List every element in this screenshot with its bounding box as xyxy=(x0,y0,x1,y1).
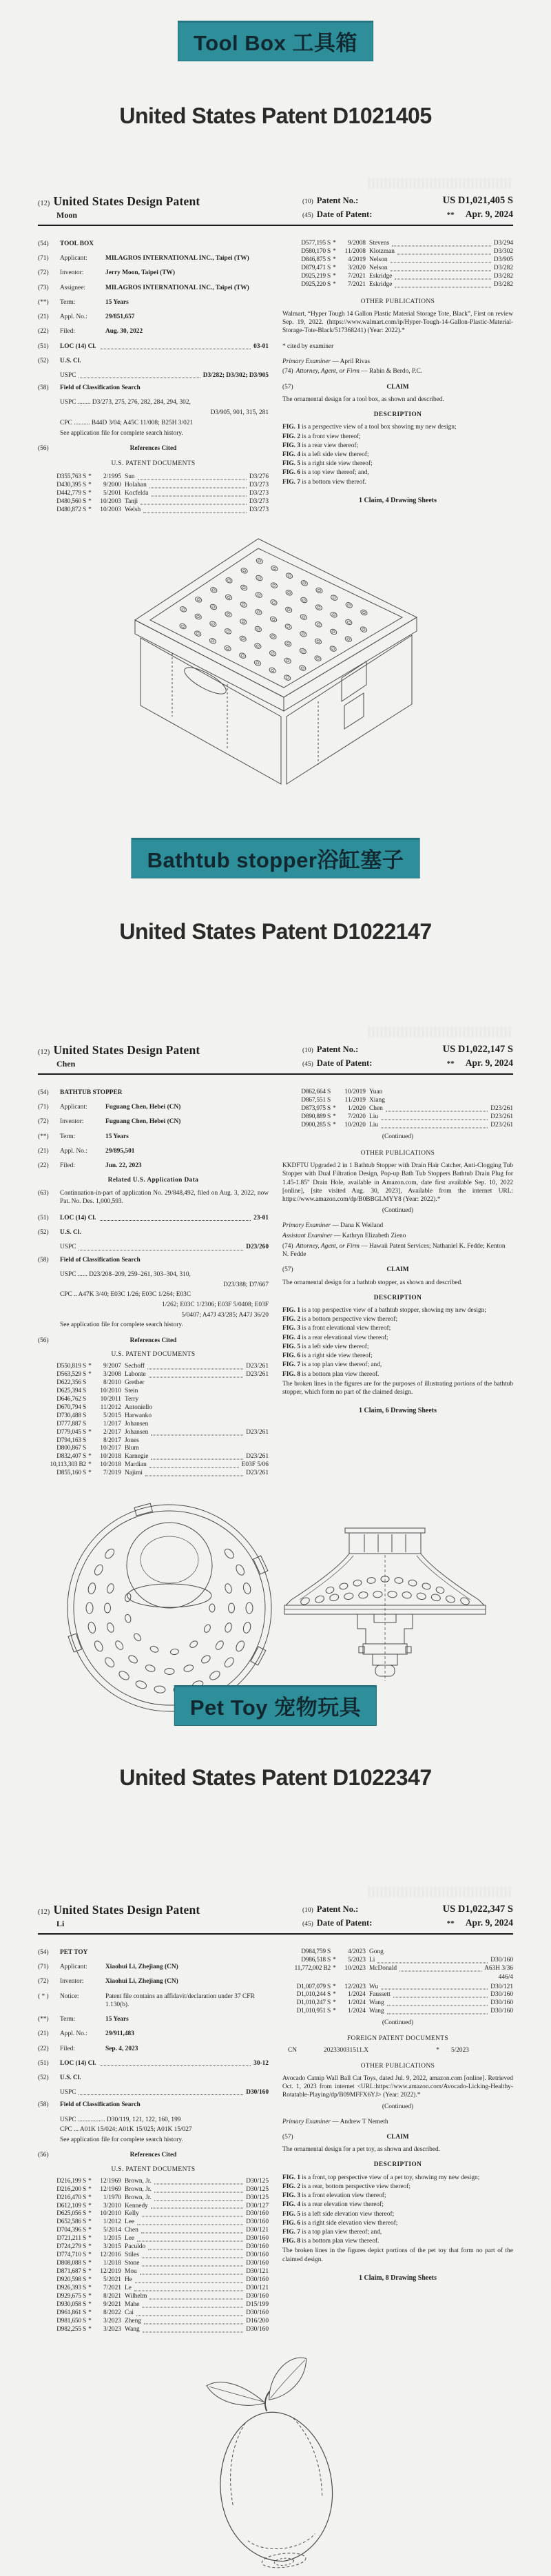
classification-row: USPC D23/260 xyxy=(38,1243,269,1251)
dotted-leader xyxy=(142,2250,243,2258)
examiner-line: Primary Examiner — April Rivas xyxy=(282,358,371,365)
section-heading: U.S. PATENT DOCUMENTS xyxy=(111,460,196,467)
dotted-leader xyxy=(149,2291,243,2299)
dotted-leader xyxy=(101,1213,251,1221)
figure-caption-line: FIG. 6 is a right side elevation view thereof; xyxy=(282,2219,398,2227)
reference-row: D984,759 S 4/2023 Gong xyxy=(301,1948,384,1955)
section-banner-bathtub-stopper: Bathtub stopper浴缸塞子 xyxy=(132,838,420,878)
dotted-leader xyxy=(399,1963,481,1971)
text-line: (Continued) xyxy=(382,2019,414,2027)
reference-row: 10,113,303 B2 * 10/2018 Mardian E03F 5/06 xyxy=(38,1461,269,1470)
reference-row: D216,199 S * 12/1969 Brown, Jr. D30/125 xyxy=(38,2178,269,2186)
reference-row: D929,675 S * 8/2021 Wilhelm D30/160 xyxy=(38,2293,269,2301)
dotted-leader xyxy=(79,2087,243,2095)
figure-caption-line: FIG. 3 is a front elevational view thereof; xyxy=(282,1325,391,1332)
patent-field-row: (71) Applicant: MILAGROS INTERNATIONAL INC., Taipei (TW) xyxy=(38,255,249,262)
dotted-leader xyxy=(79,370,200,378)
patent-field-row: (52) U.S. Cl. xyxy=(38,357,81,364)
reference-row: D442,779 S * 5/2001 Kocfelda D3/273 xyxy=(38,490,269,498)
figure-caption-line: FIG. 6 is a right side view thereof; xyxy=(282,1352,373,1360)
patent-field-row: (72) Inventor: Jerry Moon, Taipei (TW) xyxy=(38,269,176,277)
patent-field-row: (54) PET TOY xyxy=(38,1949,88,1956)
foreign-reference-row: CN 202330031511.X * 5/2023 xyxy=(288,2046,469,2054)
figure-caption-line: FIG. 4 is a left side view thereof; xyxy=(282,451,369,458)
dotted-leader xyxy=(391,262,491,271)
figure-caption-line: FIG. 2 is a bottom perspective view thereof; xyxy=(282,1316,398,1323)
reference-row: D800,867 S 10/2017 Blum xyxy=(56,1445,139,1452)
dotted-leader xyxy=(140,2267,243,2275)
reference-row: D646,762 S 10/2011 Terry xyxy=(56,1395,139,1403)
reference-row: D920,598 S * 5/2021 He D30/160 xyxy=(38,2276,269,2285)
reference-row: D925,220 S * 7/2021 Eskridge D3/282 xyxy=(282,281,513,289)
text-line: D23/388; D7/667 xyxy=(223,1281,269,1288)
text-line: 446/4 xyxy=(498,1973,513,1981)
dotted-leader xyxy=(135,2274,243,2283)
figure-caption-line: FIG. 1 is a top perspective view of a bathtub stopper, showing my new design; xyxy=(282,1306,486,1314)
dotted-leader xyxy=(395,279,491,287)
patent-figure xyxy=(38,536,513,796)
reference-row: D652,586 S * 1/2012 Lee D30/160 xyxy=(38,2218,269,2227)
figure-caption-line: FIG. 5 is a right side view thereof; xyxy=(282,460,373,468)
header-rule xyxy=(38,1933,513,1935)
section-heading: U.S. PATENT DOCUMENTS xyxy=(111,1350,196,1358)
dotted-leader xyxy=(149,480,247,488)
patent-field-row: (71) Applicant: Xiaohui Li, Zhejiang (CN) xyxy=(38,1964,178,1971)
patent-field-row: (73) Assignee: MILAGROS INTERNATIONAL INC., Taipei (TW) xyxy=(38,284,249,291)
reference-row: D670,794 S 11/2012 Antoniello xyxy=(56,1403,153,1411)
left-column xyxy=(38,1948,269,2334)
patent-number-block: (10) Patent No.: US D1,022,147 S (45) Date of Patent: ** Apr. 9, 2024 xyxy=(302,1044,513,1068)
figure-caption-line: FIG. 7 is a top plan view thereof; and, xyxy=(282,2228,382,2236)
figure-caption-line: FIG. 2 is a front view thereof; xyxy=(282,433,361,440)
dotted-leader xyxy=(143,2324,244,2332)
paragraph: Avocado Catnip Wall Ball Cat Toys, dated Jul. 9, 2022, amazon.com [online]. Retrieved Oct. 1, 2023 from internet <URL:https://www.amazon.com/Avocado-Licking-Healthy-Rotatable-Playing/dp/B09MFFX6YJ> (Year: 2022).* xyxy=(282,2074,513,2099)
dotted-leader xyxy=(149,1370,243,1378)
patent-field-row: (52) U.S. Cl. xyxy=(38,2074,81,2081)
classification-row: USPC D3/282; D3/302; D3/905 xyxy=(38,371,269,380)
section-banner-tool-box: Tool Box 工具箱 xyxy=(178,21,373,61)
reference-row: D1,007,079 S * 12/2023 Wu D30/121 xyxy=(282,1983,513,1992)
patent-field-row: (58) Field of Classification Search xyxy=(38,384,141,392)
patent-field-row: (51) LOC (14) Cl. 03-01 xyxy=(38,342,269,351)
patent-figure xyxy=(38,1494,513,1715)
reference-row: D862,664 S 10/2019 Yuan xyxy=(301,1089,383,1095)
text-line: (Continued) xyxy=(382,2103,414,2110)
patent-field-row: (22) Filed: Aug. 30, 2022 xyxy=(38,328,143,336)
patent-number-block: (10) Patent No.: US D1,021,405 S (45) Date of Patent: ** Apr. 9, 2024 xyxy=(302,195,513,219)
reference-row: D930,058 S * 9/2021 Mahe D15/199 xyxy=(38,2301,269,2309)
patent-title-3: United States Patent D1022347 xyxy=(119,1765,432,1790)
dotted-leader xyxy=(393,1990,488,1998)
bathtub-stopper-side-view-svg xyxy=(282,1524,488,1689)
reference-row: D777,887 S 1/2017 Johansen xyxy=(56,1420,149,1428)
patent-header xyxy=(38,1903,513,1929)
patent-field-row: (21) Appl. No.: 29/911,483 xyxy=(38,2030,134,2038)
dotted-leader xyxy=(151,2201,243,2209)
reference-row: D622,356 S 8/2010 Grether xyxy=(56,1379,145,1386)
figure-caption-line: FIG. 1 is a perspective view of a tool box showing my new design; xyxy=(282,424,457,431)
reference-row: D430,395 S * 9/2000 Holahan D3/273 xyxy=(38,482,269,490)
patent-field-row: (71) Applicant: Fuguang Chen, Hebei (CN) xyxy=(38,1104,181,1111)
section-heading: OTHER PUBLICATIONS xyxy=(360,1149,435,1157)
tagged-paragraph: (63) Continuation-in-part of application No. 29/848,492, filed on Aug. 3, 2022, now Pat. No. Des. 1,000,593. xyxy=(38,1189,269,1205)
patent-document-3 xyxy=(38,1863,513,2576)
dotted-leader xyxy=(151,488,247,497)
right-column xyxy=(282,1089,513,1415)
paragraph: The ornamental design for a pet toy, as shown and described. xyxy=(282,2146,441,2154)
drawing-sheets-note: 1 Claim, 4 Drawing Sheets xyxy=(358,496,437,504)
dotted-leader xyxy=(144,2316,243,2324)
dotted-leader xyxy=(381,1981,488,1990)
figure-caption-line: FIG. 4 is a rear elevation view thereof; xyxy=(282,2201,384,2209)
dotted-leader xyxy=(149,1460,239,1468)
section-heading: (56) References Cited xyxy=(38,2152,177,2159)
text-line: (Continued) xyxy=(382,1133,414,1140)
reference-row: D794,163 S 8/2017 Jones xyxy=(56,1436,139,1444)
figure-caption-line: FIG. 4 is a rear elevational view thereof; xyxy=(282,1334,388,1341)
patent-field-row: (22) Filed: Sep. 4, 2023 xyxy=(38,2045,138,2052)
reference-row: D563,529 S * 3/2008 Labonte D23/261 xyxy=(38,1371,269,1379)
section-heading: U.S. PATENT DOCUMENTS xyxy=(111,2165,196,2173)
figure-caption-line: FIG. 7 is a bottom view thereof. xyxy=(282,478,366,486)
reference-row: D982,255 S * 3/2023 Wang D30/160 xyxy=(38,2326,269,2334)
reference-row: D879,471 S * 3/2020 Nelson D3/282 xyxy=(282,265,513,273)
dotted-leader xyxy=(141,2225,243,2234)
patent-document-1 xyxy=(38,153,513,796)
patent-figure xyxy=(38,2343,513,2576)
scan-artifact xyxy=(368,1886,513,1897)
reference-row: D625,394 S 10/2010 Stein xyxy=(56,1387,138,1394)
reference-row: 11,772,002 B2 * 10/2023 McDonald A63H 3/36 xyxy=(282,1965,513,1973)
paragraph: The ornamental design for a bathtub stopper, as shown and described. xyxy=(282,1279,463,1286)
patent-field-row: (22) Filed: Jun. 22, 2023 xyxy=(38,1162,142,1170)
reference-row: D900,285 S * 10/2020 Liu D23/261 xyxy=(282,1122,513,1130)
dotted-leader xyxy=(101,2058,251,2066)
figure-caption-line: FIG. 5 is a left side elevation view thereof; xyxy=(282,2210,395,2218)
reference-row: D480,872 S * 10/2003 Welsh D3/273 xyxy=(38,506,269,515)
reference-row: D779,045 S * 2/2017 Johansen D23/261 xyxy=(38,1429,269,1437)
dotted-leader xyxy=(381,1120,488,1128)
dotted-leader xyxy=(154,2192,243,2201)
dotted-leader xyxy=(381,1111,488,1120)
patent-header xyxy=(38,1043,513,1069)
dotted-leader xyxy=(142,2209,243,2217)
text-line: See application file for complete search history. xyxy=(60,429,183,437)
patent-field-row: (58) Field of Classification Search xyxy=(38,2101,141,2109)
drawing-sheets-note: 1 Claim, 6 Drawing Sheets xyxy=(358,1407,437,1415)
figure-caption-line: FIG. 8 is a bottom plan view thereof. xyxy=(282,1370,380,1378)
examiner-line: Primary Examiner — Dana K Weiland xyxy=(282,1222,384,1230)
patent-field-row: (**) Term: 15 Years xyxy=(38,2016,129,2023)
section-heading: OTHER PUBLICATIONS xyxy=(360,2062,435,2070)
text-line: See application file for complete search history. xyxy=(60,1321,183,1329)
dotted-leader xyxy=(137,2234,243,2242)
reference-row: D216,200 S * 12/1969 Brown, Jr. D30/125 xyxy=(38,2186,269,2194)
reference-row: D612,109 S * 3/2010 Kennedy D30/127 xyxy=(38,2203,269,2211)
figure-caption-line: FIG. 2 is a rear, bottom perspective view thereof; xyxy=(282,2183,411,2190)
paragraph: The ornamental design for a tool box, as shown and described. xyxy=(282,395,444,403)
dotted-leader xyxy=(386,1103,488,1111)
patent-field-row: (21) Appl. No.: 29/895,501 xyxy=(38,1147,135,1155)
reference-row: D873,975 S * 1/2020 Chen D23/261 xyxy=(282,1105,513,1113)
dotted-leader xyxy=(154,2176,243,2184)
dotted-leader xyxy=(137,2217,243,2225)
section-heading: Related U.S. Application Data xyxy=(107,1177,199,1184)
classification-row: USPC D30/160 xyxy=(38,2088,269,2096)
patent-header xyxy=(38,194,513,220)
patent-field-row: (51) LOC (14) Cl. 30-12 xyxy=(38,2059,269,2068)
figure-caption-line: FIG. 8 is a bottom plan view thereof. xyxy=(282,2238,380,2245)
section-heading: (56) References Cited xyxy=(38,444,177,452)
bathtub-stopper-top-view-svg xyxy=(63,1494,276,1715)
text-line: CPC .. A47K 3/40; E03C 1/26; E03C 1/264; E03C xyxy=(60,1291,191,1299)
patent-field-row: (54) BATHTUB STOPPER xyxy=(38,1089,123,1096)
reference-row: D867,551 S 11/2019 Xiang xyxy=(301,1096,385,1104)
left-column xyxy=(38,240,269,515)
examiner-line: Primary Examiner — Andrew T Nemeth xyxy=(282,2118,388,2125)
dotted-leader xyxy=(151,1427,243,1435)
patent-title-2: United States Patent D1022147 xyxy=(119,919,432,944)
patent-field-row: (**) Term: 15 Years xyxy=(38,298,129,306)
dotted-leader xyxy=(148,2242,243,2250)
reference-row: D926,393 S * 7/2021 Le D30/121 xyxy=(38,2285,269,2293)
figure-caption-line: FIG. 7 is a top plan view thereof; and, xyxy=(282,1361,382,1369)
dotted-leader xyxy=(387,1998,488,2006)
first-inventor-name: Chen xyxy=(56,1059,76,1069)
dotted-leader xyxy=(387,2006,488,2015)
section-heading: (57) CLAIM xyxy=(282,2133,409,2141)
attorney-line: (74) Attorney, Agent, or Firm — Rabin & Berdo, P.C. xyxy=(282,368,423,375)
left-column xyxy=(38,1089,269,1478)
text-line: 1/262; E03C 1/2306; E03F 5/0408; E03F xyxy=(162,1301,269,1308)
attorney-line: (74) Attorney, Agent, or Firm — Hawaii Patent Services; Nathaniel K. Fedde; Kenton N. Fedde xyxy=(282,1242,506,1259)
dotted-leader xyxy=(397,246,491,254)
text-line: 5/0407; A47J 43/285; A47J 36/20 xyxy=(181,1311,269,1319)
patent-title-1: United States Patent D1021405 xyxy=(119,103,432,128)
reference-row: D721,211 S * 1/2015 Lee D30/160 xyxy=(38,2235,269,2243)
patent-field-row: (58) Field of Classification Search xyxy=(38,1256,141,1264)
dotted-leader xyxy=(392,238,491,247)
dotted-leader xyxy=(377,1955,488,1963)
dotted-leader xyxy=(136,2307,243,2316)
reference-row: D704,396 S * 5/2014 Chen D30/121 xyxy=(38,2227,269,2235)
section-heading: (57) CLAIM xyxy=(282,383,409,391)
reference-row: D1,010,244 S * 1/2024 Faussett D30/160 xyxy=(282,1991,513,1999)
patent-field-row: (21) Appl. No.: 29/851,657 xyxy=(38,313,135,321)
reference-row: D986,518 S * 5/2023 Li D30/160 xyxy=(282,1957,513,1965)
patent-kind-block: (12) United States Design Patent Li xyxy=(38,1903,200,1928)
patent-document-2 xyxy=(38,985,513,1715)
first-inventor-name: Moon xyxy=(56,210,77,220)
text-line: (Continued) xyxy=(382,1207,414,1215)
toolbox-figure-svg xyxy=(124,536,427,796)
section-banner-pet-toy: Pet Toy 宠物玩具 xyxy=(174,1685,377,1726)
right-column xyxy=(282,240,513,505)
scan-artifact xyxy=(368,178,513,189)
reference-row: D846,875 S * 4/2019 Nelson D3/905 xyxy=(282,256,513,265)
reference-row: D774,710 S * 12/2016 Stiles D30/160 xyxy=(38,2252,269,2260)
right-column xyxy=(282,1948,513,2283)
patent-field-row: (**) Term: 15 Years xyxy=(38,1133,129,1140)
dotted-leader xyxy=(142,2258,243,2267)
reference-row: D480,560 S * 10/2003 Tanji D3/273 xyxy=(38,498,269,506)
patent-kind-block: (12) United States Design Patent Chen xyxy=(38,1043,200,1069)
paragraph: The broken lines in the figures are for the purposes of illustrating portions of the bathtub stopper, which form no part of the claimed design. xyxy=(282,1380,513,1396)
paragraph: Walmart, “Hyper Tough 14 Gallon Plastic Material Storage Tote, Black”, First on review Sep. 19, 2022. (https://www.walmart.com/ip/Hyper-Tough-14-Gallon-Plastic-Material-Storage-Tote-Black/517368241) (Year: 2022).* xyxy=(282,310,513,335)
header-rule xyxy=(38,1073,513,1075)
text-line: USPC ...... D23/208–209, 259–261, 303–304, 310, xyxy=(60,1270,191,1278)
patent-field-row: (52) U.S. Cl. xyxy=(38,1229,81,1237)
dotted-leader xyxy=(395,271,491,279)
figure-caption-line: FIG. 3 is a rear view thereof; xyxy=(282,442,359,449)
text-line: CPC ... A01K 15/024; A01K 15/025; A01K 15/027 xyxy=(60,2126,192,2134)
dotted-leader xyxy=(147,1361,243,1370)
dotted-leader xyxy=(154,2184,243,2192)
reference-row: D925,219 S * 7/2021 Eskridge D3/282 xyxy=(282,273,513,281)
reference-row: D1,010,247 S * 1/2024 Wang D30/160 xyxy=(282,1999,513,2008)
dotted-leader xyxy=(101,341,251,349)
reference-row: D730,488 S 5/2015 Harwanko xyxy=(56,1412,152,1419)
text-line: * cited by examiner xyxy=(282,342,334,350)
patent-number-block: (10) Patent No.: US D1,022,347 S (45) Date of Patent: ** Apr. 9, 2024 xyxy=(302,1904,513,1928)
section-heading: (56) References Cited xyxy=(38,1337,177,1344)
dotted-leader xyxy=(143,504,247,513)
patent-field-row: (72) Inventor: Xiaohui Li, Zhejiang (CN) xyxy=(38,1978,178,1986)
text-line: D3/905, 901, 315, 281 xyxy=(210,409,269,417)
section-heading: FOREIGN PATENT DOCUMENTS xyxy=(346,2034,449,2042)
dotted-leader xyxy=(145,1468,243,1476)
dotted-leader xyxy=(142,2299,243,2307)
reference-row: D855,160 S * 7/2019 Najimi D23/261 xyxy=(38,1470,269,1478)
paragraph: KKDFTU Upgraded 2 in 1 Bathtub Stopper with Drain Hair Catcher, Anti-Clogging Tub Stopper with Dual Filtration Design, Pop-up Bath Tub Stoppers Bathtub Drain Plug for 1.45-1.85" Drain Hole, available in Amazon.com, date first available Sep. 10, 2022 [online], [site visited Aug. 30, 2023], Available from the internet URL: https://www.amazon.com/dp/B0BBGLMYY8 (Year: 2022).* xyxy=(282,1162,513,1203)
dotted-leader xyxy=(134,2283,243,2291)
dotted-leader xyxy=(79,1241,243,1250)
section-heading: DESCRIPTION xyxy=(373,1294,422,1301)
text-line: See application file for complete search history. xyxy=(60,2136,183,2144)
reference-row: D981,650 S * 3/2023 Zheng D16/200 xyxy=(38,2318,269,2326)
dotted-leader xyxy=(138,472,247,480)
reference-row: D832,407 S * 10/2018 Karnegie D23/261 xyxy=(38,1453,269,1461)
reference-row: D625,056 S * 10/2010 Kelly D30/160 xyxy=(38,2210,269,2218)
reference-row: D355,763 S * 2/1995 Sun D3/276 xyxy=(38,473,269,482)
text-line: CPC .......... B44D 3/04; A45C 11/008; B25H 3/021 xyxy=(60,419,194,426)
text-line: USPC ........ D3/273, 275, 276, 282, 284, 294, 302, xyxy=(60,399,191,406)
section-heading: DESCRIPTION xyxy=(373,411,422,419)
reference-row: D724,279 S * 3/2015 Paculdo D30/160 xyxy=(38,2243,269,2252)
patent-field-row: ( * ) Notice: Patent file contains an affidavit/declaration under 37 CFR 1.130(b). xyxy=(38,1992,255,2008)
figure-caption-line: FIG. 6 is a top view thereof; and, xyxy=(282,469,369,477)
patent-field-row: (51) LOC (14) Cl. 23-01 xyxy=(38,1214,269,1222)
reference-row: D1,010,951 S * 1/2024 Wang D30/160 xyxy=(282,2008,513,2016)
first-inventor-name: Li xyxy=(56,1919,65,1928)
reference-row: D550,819 S * 9/2007 Sechoff D23/261 xyxy=(38,1363,269,1371)
patent-field-row: (54) TOOL BOX xyxy=(38,240,94,247)
reference-row: D961,861 S * 8/2022 Cai D30/160 xyxy=(38,2309,269,2318)
scan-artifact xyxy=(368,1027,513,1038)
figure-caption-line: FIG. 1 is a front, top perspective view of a pet toy, showing my new design; xyxy=(282,2174,480,2181)
header-rule xyxy=(38,225,513,226)
section-heading: (57) CLAIM xyxy=(282,1266,409,1274)
pear-pet-toy-figure-svg xyxy=(176,2343,375,2576)
dotted-leader xyxy=(141,497,247,505)
reference-row: D580,170 S * 11/2008 Klotzman D3/302 xyxy=(282,248,513,256)
text-line: USPC ................. D30/119, 121, 122, 160, 199 xyxy=(60,2116,181,2123)
reference-row: D216,470 S * 1/1970 Brown, Jr. D30/125 xyxy=(38,2194,269,2203)
patent-field-row: (72) Inventor: Fuguang Chen, Hebei (CN) xyxy=(38,1118,181,1126)
patent-kind-block: (12) United States Design Patent Moon xyxy=(38,194,200,220)
dotted-leader xyxy=(151,1452,243,1460)
section-heading: OTHER PUBLICATIONS xyxy=(360,298,435,305)
reference-row: D890,889 S * 7/2020 Liu D23/261 xyxy=(282,1113,513,1122)
reference-row: D577,195 S * 9/2008 Stevens D3/294 xyxy=(282,240,513,248)
reference-row: D808,088 S * 1/2018 Stone D30/160 xyxy=(38,2260,269,2268)
paragraph: The broken lines in the figures depict portions of the pet toy that form no part of the claimed design. xyxy=(282,2247,513,2263)
drawing-sheets-note: 1 Claim, 8 Drawing Sheets xyxy=(358,2274,437,2282)
figure-caption-line: FIG. 3 is a front elevation view thereof; xyxy=(282,2192,386,2200)
reference-row: D871,687 S * 12/2019 Mou D30/121 xyxy=(38,2268,269,2276)
examiner-line: Assistant Examiner — Kathryn Elizabeth Zieno xyxy=(282,1233,406,1240)
dotted-leader xyxy=(391,254,491,262)
section-heading: DESCRIPTION xyxy=(373,2161,422,2169)
figure-caption-line: FIG. 5 is a left side view thereof; xyxy=(282,1343,369,1350)
